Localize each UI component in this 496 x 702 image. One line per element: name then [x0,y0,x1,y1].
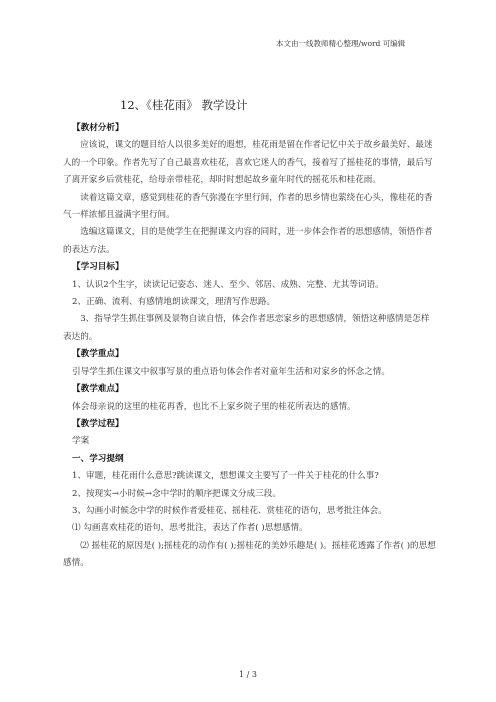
section-heading: 【教学难点】 [72,384,124,395]
paragraph: 应该说，课文的题目给人以很多美好的遐想，桂花雨是留在作者记忆中关于故乡最美好、最迷人的一个印象。作者先写了自己最喜欢桂花，喜欢它迷人的香气，接着写了摇桂花的事情，最后写了离开家乡后赏桂花，给母亲带桂花，却时时想起故乡童年时代的摇花乐和桂花雨。 [63,140,433,186]
section-heading: 【学习目标】 [72,262,124,273]
paragraph: ⑴ 勾画喜欢桂花的语句，思考批注，表达了作者( )思想感情。 [72,523,308,534]
paragraph: 体会母亲说的这里的桂花再香，也比不上家乡院子里的桂花所表达的感情。 [72,401,356,412]
paragraph: 3、勾画小时候念中学的时候作者爱桂花、摇桂花、赏桂花的语句，思考批注体会。 [72,505,387,516]
paragraph: 读着这篇文章，感觉到桂花的香气弥漫在字里行间，作者的思乡情也萦绕在心头，像桂花的香气一样浓郁且溢满字里行间。 [63,192,433,221]
paragraph: 选编这篇课文，目的是使学生在把握课文内容的同时，进一步体会作者的思想感情，领悟作者的表达方法。 [63,227,433,255]
paragraph: 学案 [72,436,90,447]
paragraph: 2、正确、流利、有感情地朗读课文，理清写作思路。 [72,297,276,308]
paragraph: 引导学生抓住课文中叙事写景的重点语句体会作者对童年生活和对家乡的怀念之情。 [72,366,390,377]
document-title: 12、《桂花雨》 教学设计 [120,98,248,112]
paragraph: 3、指导学生抓住事例及景物自读自悟，体会作者思恋家乡的思想感情，领悟这种感情是怎样表达的。 [63,314,430,342]
page-number: 1 / 3 [239,670,257,679]
section-heading: 【教材分析】 [72,123,124,133]
paragraph: 1、审题，桂花雨什么意思?跳读课文，想想课文主要写了一件关于桂花的什么事? [72,471,379,482]
section-heading: 【教学过程】 [72,418,124,429]
paragraph: ⑵ 摇桂花的原因是( );摇桂花的动作有( );摇桂花的美妙乐趣是( )。摇桂花透露了作者( )的思想感情。 [63,540,436,569]
document-body [63,120,437,573]
header-note: 本文由一线教师精心整理/word 可编辑 [276,39,406,48]
section-heading: 一、学习提纲 [72,453,124,464]
paragraph: 2、按现实→小时候→念中学时的顺序把课文分成三段。 [72,488,281,499]
section-heading: 【教学重点】 [72,349,124,360]
paragraph: 1、认识2个生字，读读记记姿态、迷人、至少、邻居、成熟、完整、尤其等词语。 [72,279,384,290]
